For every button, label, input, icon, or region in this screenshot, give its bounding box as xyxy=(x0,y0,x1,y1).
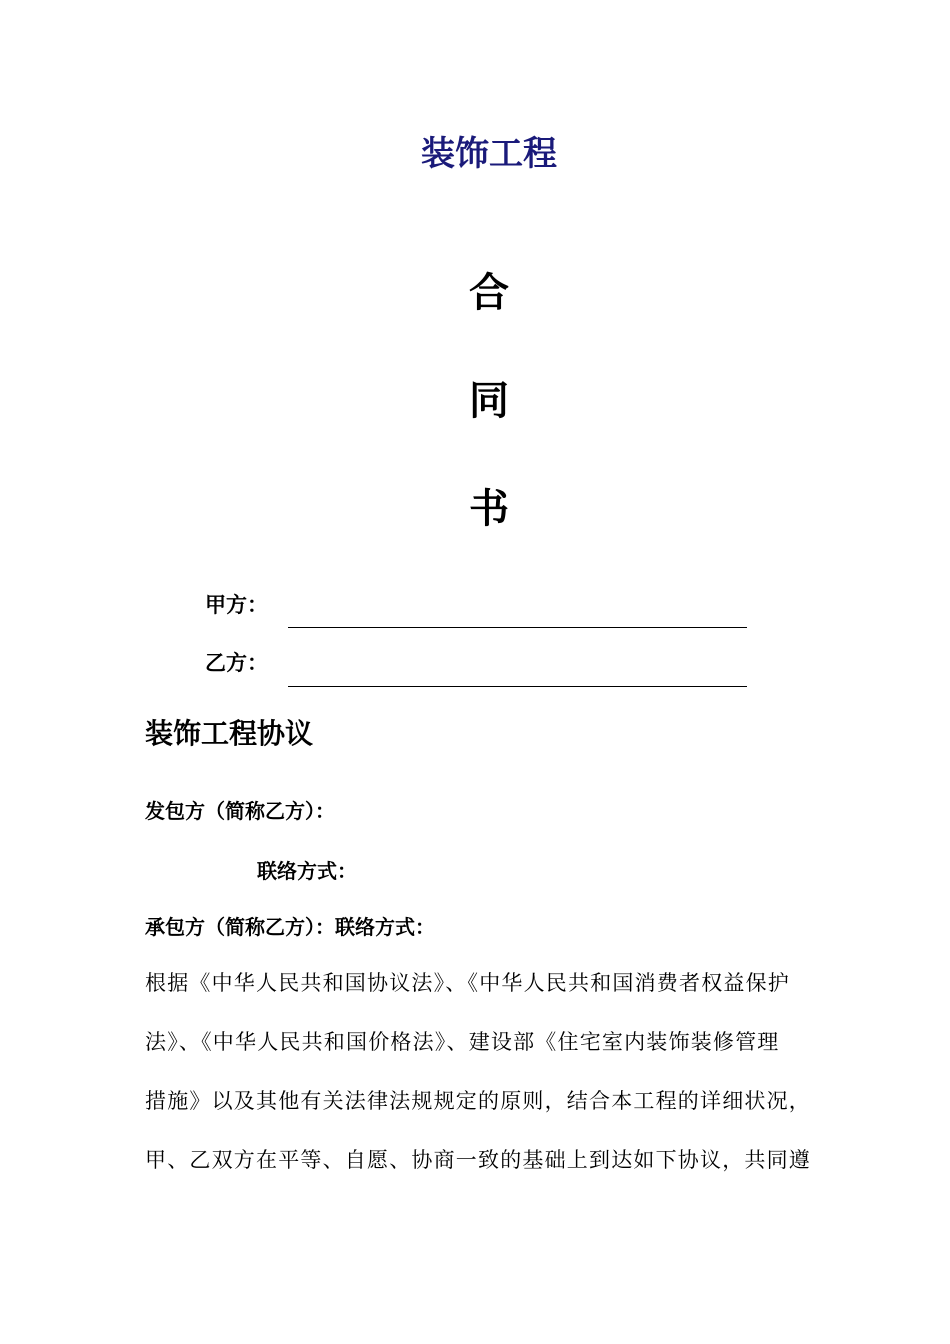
employer-contact: 联络方式： xyxy=(257,859,357,883)
body-line: 措施》以及其他有关法律法规规定的原则，结合本工程的详细状况， xyxy=(145,1089,811,1113)
party-b-signature-line xyxy=(288,686,747,687)
party-b-label: 乙方： xyxy=(205,651,268,675)
employer-line: 发包方（简称乙方）： xyxy=(145,799,335,823)
body-line: 法》、《中华人民共和国价格法》、建设部《住宅室内装饰装修管理 xyxy=(145,1030,780,1054)
cover-char-2: 同 xyxy=(469,378,509,424)
cover-char-1: 合 xyxy=(469,270,509,316)
contractor-line: 承包方（简称乙方）：联络方式： xyxy=(145,915,435,939)
body-line: 甲、乙双方在平等、自愿、协商一致的基础上到达如下协议，共同遵 xyxy=(145,1148,811,1172)
body-line: 根据《中华人民共和国协议法》、《中华人民共和国消费者权益保护 xyxy=(145,971,790,995)
section-title: 装饰工程协议 xyxy=(145,717,314,750)
party-a-signature-line xyxy=(288,627,747,628)
party-a-label: 甲方： xyxy=(205,593,268,617)
document-title: 装饰工程 xyxy=(421,134,557,174)
cover-char-3: 书 xyxy=(469,486,509,532)
